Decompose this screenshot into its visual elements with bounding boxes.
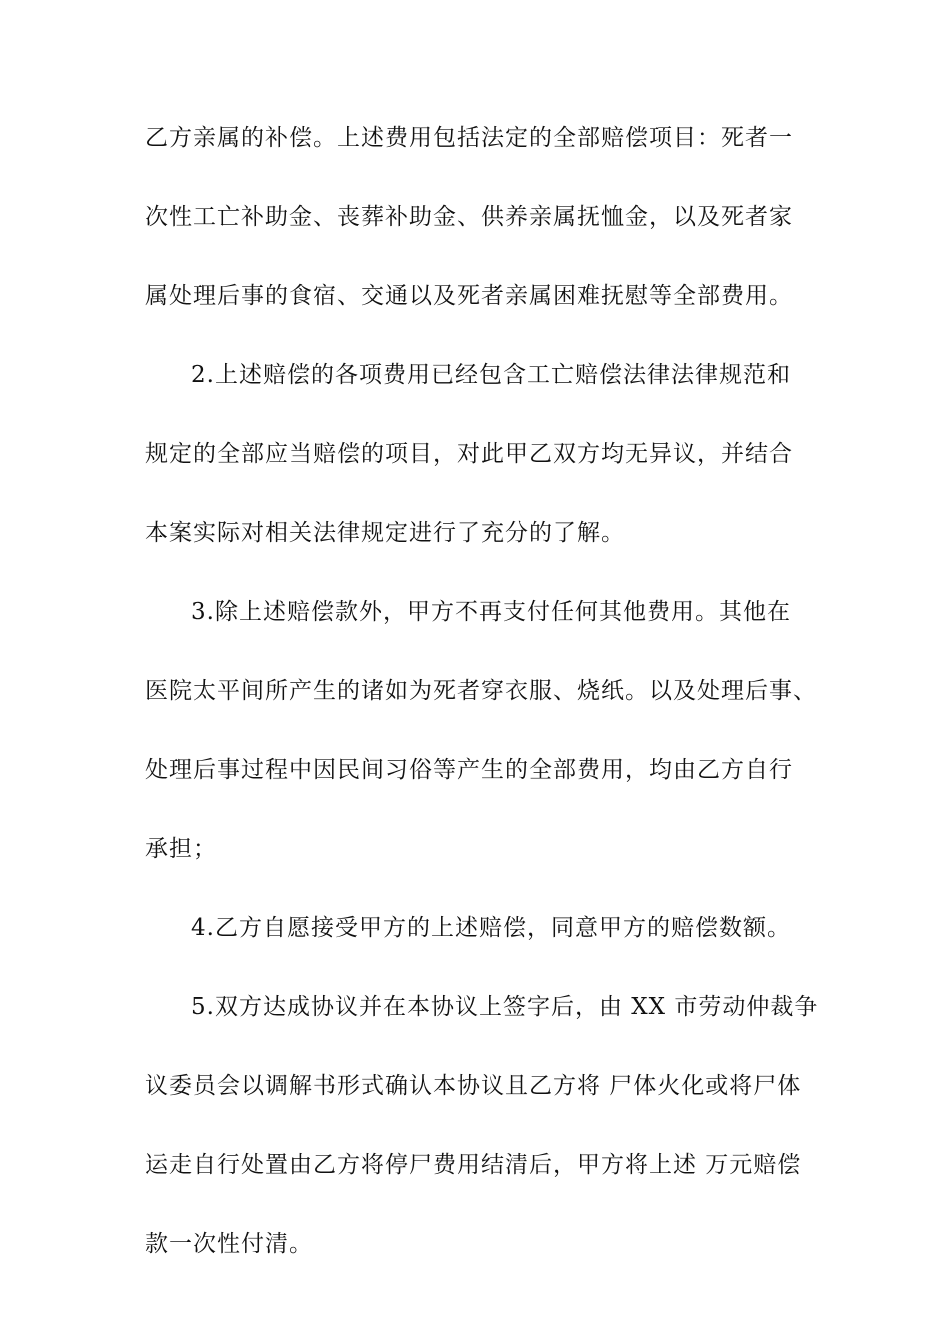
clause-5-line-3: 运走自行处置由乙方将停尸费用结清后，甲方将上述 万元赔偿 — [145, 1152, 802, 1178]
clause-5-line-2: 议委员会以调解书形式确认本协议且乙方将 尸体火化或将尸体 — [145, 1073, 802, 1099]
clause-3-line-1: 3.除上述赔偿款外，甲方不再支付任何其他费用。其他在 — [191, 599, 791, 625]
clause-5-line-1: 5.双方达成协议并在本协议上签字后，由 XX 市劳动仲裁争 — [191, 994, 819, 1020]
text-line-2: 次性工亡补助金、丧葬补助金、供养亲属抚恤金，以及死者家 — [145, 204, 793, 230]
text-line-3: 属处理后事的食宿、交通以及死者亲属困难抚慰等全部费用。 — [145, 283, 793, 309]
text-line-1: 乙方亲属的补偿。上述费用包括法定的全部赔偿项目：死者一 — [145, 125, 793, 151]
document-body — [145, 125, 819, 1311]
clause-4-line-1: 4.乙方自愿接受甲方的上述赔偿，同意甲方的赔偿数额。 — [191, 915, 791, 941]
clause-2-line-1: 2.上述赔偿的各项费用已经包含工亡赔偿法律法律规范和 — [191, 362, 791, 388]
clause-2-line-2: 规定的全部应当赔偿的项目，对此甲乙双方均无异议，并结合 — [145, 441, 793, 467]
clause-2-line-3: 本案实际对相关法律规定进行了充分的了解。 — [145, 520, 625, 546]
clause-3-line-3: 处理后事过程中因民间习俗等产生的全部费用，均由乙方自行 — [145, 757, 793, 783]
clause-3-line-2: 医院太平间所产生的诸如为死者穿衣服、烧纸。以及处理后事、 — [145, 678, 817, 704]
clause-3-line-4: 承担； — [145, 836, 217, 862]
clause-5-line-4: 款一次性付清。 — [145, 1231, 313, 1257]
